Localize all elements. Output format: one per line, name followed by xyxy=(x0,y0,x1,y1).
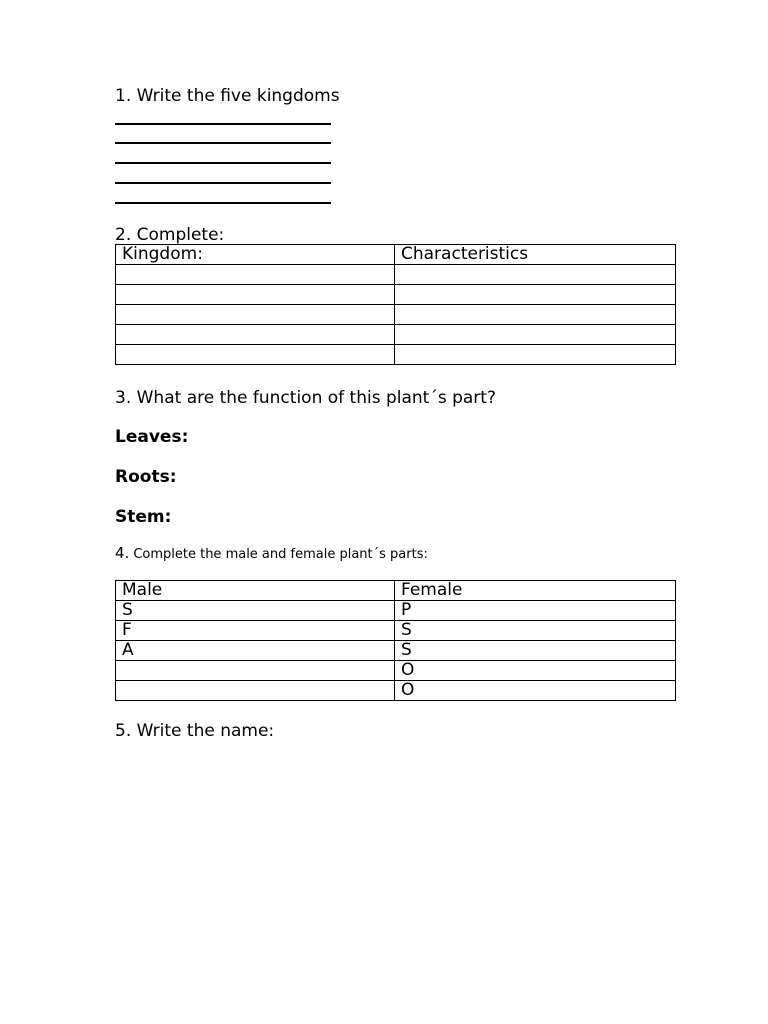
table-cell[interactable] xyxy=(116,305,395,325)
table-cell[interactable] xyxy=(395,285,676,305)
table-cell[interactable] xyxy=(395,265,676,285)
table-cell[interactable]: O xyxy=(395,681,676,701)
table-cell[interactable] xyxy=(395,305,676,325)
table-cell[interactable] xyxy=(116,325,395,345)
table-cell[interactable] xyxy=(116,661,395,681)
table-cell[interactable] xyxy=(395,325,676,345)
table-row xyxy=(116,641,676,661)
header-characteristics: Characteristics xyxy=(395,245,676,265)
question-2: 2. Complete: xyxy=(115,225,225,245)
table-row xyxy=(116,305,676,325)
question-4-number: 4. xyxy=(115,544,130,562)
plant-parts-table xyxy=(115,580,676,701)
table-header-row xyxy=(116,581,676,601)
header-male: Male xyxy=(116,581,395,601)
table-cell[interactable] xyxy=(116,345,395,365)
table-cell[interactable] xyxy=(116,285,395,305)
answer-line[interactable] xyxy=(115,123,331,125)
answer-line[interactable] xyxy=(115,162,331,164)
table-row xyxy=(116,681,676,701)
table-cell[interactable] xyxy=(116,265,395,285)
table-cell[interactable]: S xyxy=(395,621,676,641)
table-row xyxy=(116,265,676,285)
question-5: 5. Write the name: xyxy=(115,721,275,741)
table-header-row xyxy=(116,245,676,265)
part-stem-label: Stem: xyxy=(115,507,172,527)
question-4-text: Complete the male and female plant´s parts: xyxy=(133,547,428,562)
answer-line[interactable] xyxy=(115,202,331,204)
table-cell[interactable]: O xyxy=(395,661,676,681)
kingdom-table xyxy=(115,244,676,365)
table-row xyxy=(116,661,676,681)
header-kingdom: Kingdom: xyxy=(116,245,395,265)
question-1: 1. Write the five kingdoms xyxy=(115,86,340,106)
table-cell[interactable]: F xyxy=(116,621,395,641)
header-female: Female xyxy=(395,581,676,601)
question-3: 3. What are the function of this plant´s part? xyxy=(115,388,496,408)
answer-line[interactable] xyxy=(115,142,331,144)
question-4 xyxy=(115,543,428,565)
table-row xyxy=(116,345,676,365)
table-cell[interactable]: S xyxy=(395,641,676,661)
table-row xyxy=(116,621,676,641)
table-row xyxy=(116,285,676,305)
table-cell[interactable] xyxy=(395,345,676,365)
table-cell[interactable]: P xyxy=(395,601,676,621)
answer-line[interactable] xyxy=(115,182,331,184)
table-cell[interactable]: A xyxy=(116,641,395,661)
part-leaves-label: Leaves: xyxy=(115,427,189,447)
table-cell[interactable]: S xyxy=(116,601,395,621)
table-row xyxy=(116,325,676,345)
part-roots-label: Roots: xyxy=(115,467,177,487)
table-row xyxy=(116,601,676,621)
table-cell[interactable] xyxy=(116,681,395,701)
